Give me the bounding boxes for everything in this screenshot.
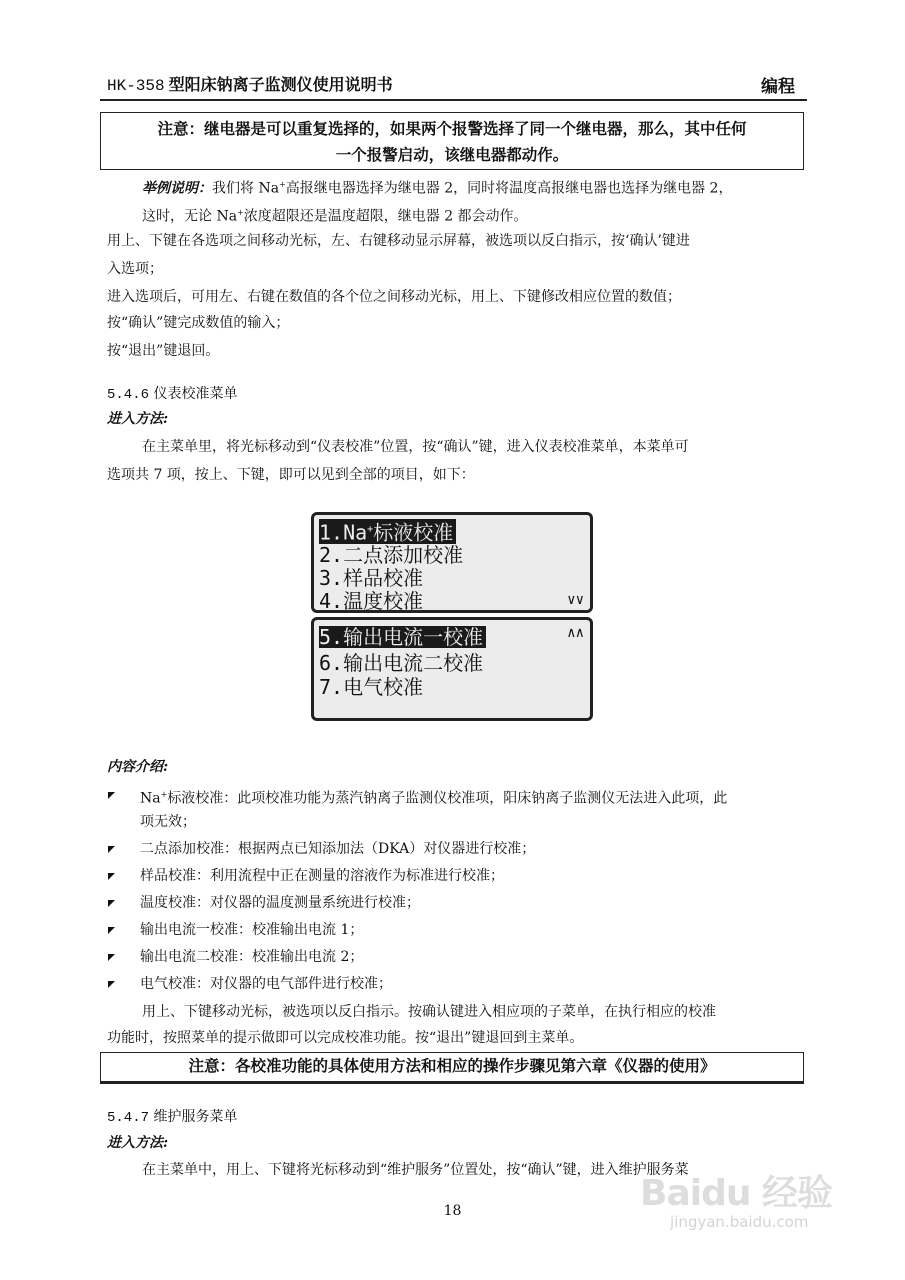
lcd-menu-item-selected[interactable]: 1.Na+标液校准: [319, 519, 456, 544]
header-title: [107, 72, 393, 95]
lcd-screen-1: [311, 512, 593, 613]
instruction-line: 按“退出”键退回。: [107, 343, 220, 359]
baidu-watermark: [640, 1165, 833, 1231]
example-line-1: 举例说明：我们将 Na+高报继电器选择为继电器 2，同时将温度高报继电器也选择为继电器 2，: [142, 180, 733, 197]
lcd-menu-item[interactable]: 4.温度校准: [319, 589, 424, 613]
manual-title: 型阳床钠离子监测仪使用说明书: [168, 75, 393, 94]
entry-text-line: 在主菜单中，用上、下键将光标移动到“维护服务”位置处，按“确认”键，进入维护服务菜: [142, 1162, 689, 1178]
instruction-line: 进入选项后，可用左、右键在数值的各个位之间移动光标，用上、下键修改相应位置的数值；: [107, 289, 681, 305]
note-line-1: 注意：继电器是可以重复选择的，如果两个报警选择了同一个继电器，那么，其中任何: [157, 120, 747, 138]
bullet-item: 电气校准：对仪器的电气部件进行校准；: [140, 976, 392, 992]
bullet-icon: [108, 846, 115, 853]
lcd-menu-item[interactable]: 6.输出电流二校准: [319, 651, 484, 675]
watermark-url: jingyan.baidu.com: [670, 1213, 809, 1231]
bullet-item: 二点添加校准：根据两点已知添加法（DKA）对仪器进行校准；: [140, 841, 536, 857]
header-section: 编程: [761, 77, 795, 97]
header-rule: [100, 99, 807, 101]
bullet-item: Na+标液校准：此项校准功能为蒸汽钠离子监测仪校准项，阳床钠离子监测仪无法进入此项，此: [140, 790, 728, 807]
example-line-2: 这时，无论 Na+浓度超限还是温度超限，继电器 2 都会动作。: [142, 208, 528, 225]
content-paragraph-line-2: 功能时，按照菜单的提示做即可以完成校准功能。按“退出”键退回到主菜单。: [107, 1030, 584, 1046]
watermark-brand: Baidu 经验: [640, 1173, 833, 1214]
note-line-2: 一个报警启动，该继电器都动作。: [335, 146, 569, 164]
lcd-menu-item[interactable]: 3.样品校准: [319, 566, 424, 590]
content-intro-label: 内容介绍:: [107, 759, 169, 775]
note-box-relay: [100, 112, 804, 170]
instruction-line: 入选项；: [107, 261, 163, 277]
section-heading-547: 5.4.7 维护服务菜单: [107, 1109, 238, 1126]
instruction-line: 用上、下键在各选项之间移动光标，左、右键移动显示屏幕，被选项以反白指示，按‘确认’键进: [107, 233, 690, 249]
bullet-icon: [108, 792, 115, 799]
entry-method-label: 进入方法:: [107, 1135, 169, 1151]
bullet-item: 样品校准：利用流程中正在测量的溶液作为标准进行校准；: [140, 868, 504, 884]
bullet-item: 温度校准：对仪器的温度测量系统进行校准；: [140, 895, 420, 911]
bullet-icon: [108, 954, 115, 961]
lcd-menu-item-selected[interactable]: 5.输出电流一校准: [319, 626, 486, 648]
lcd-menu-item[interactable]: 7.电气校准: [319, 675, 424, 699]
example-label: 举例说明：: [142, 180, 212, 197]
page-number: 18: [443, 1203, 462, 1219]
bullet-icon: [108, 873, 115, 880]
scroll-down-icon: ∨∨: [567, 592, 584, 608]
bullet-item: 输出电流二校准：校准输出电流 2；: [140, 949, 364, 965]
bullet-icon: [108, 981, 115, 988]
entry-text-line-2: 选项共 7 项，按上、下键，即可以见到全部的项目，如下：: [107, 467, 475, 483]
scroll-up-icon: ∧∧: [567, 625, 584, 641]
instruction-line: 按“确认”键完成数值的输入；: [107, 315, 290, 331]
bullet-icon: [108, 927, 115, 934]
section-heading-546: 5.4.6 仪表校准菜单: [107, 386, 238, 403]
model-code: HK-358: [107, 77, 165, 95]
bullet-icon: [108, 900, 115, 907]
note-box-calibration: 注意：各校准功能的具体使用方法和相应的操作步骤见第六章《仪器的使用》: [100, 1052, 804, 1082]
bullet-item-continuation: 项无效；: [140, 814, 196, 830]
entry-text-line-1: 在主菜单里，将光标移动到“仪表校准”位置，按“确认”键，进入仪表校准菜单，本菜单可: [142, 439, 689, 455]
content-paragraph-line-1: 用上、下键移动光标，被选项以反白指示。按确认键进入相应项的子菜单，在执行相应的校准: [142, 1004, 716, 1020]
bullet-item: 输出电流一校准：校准输出电流 1；: [140, 922, 364, 938]
lcd-menu-item[interactable]: 2.二点添加校准: [319, 543, 464, 567]
entry-method-label: 进入方法:: [107, 411, 169, 427]
lcd-screen-2: [311, 617, 593, 721]
